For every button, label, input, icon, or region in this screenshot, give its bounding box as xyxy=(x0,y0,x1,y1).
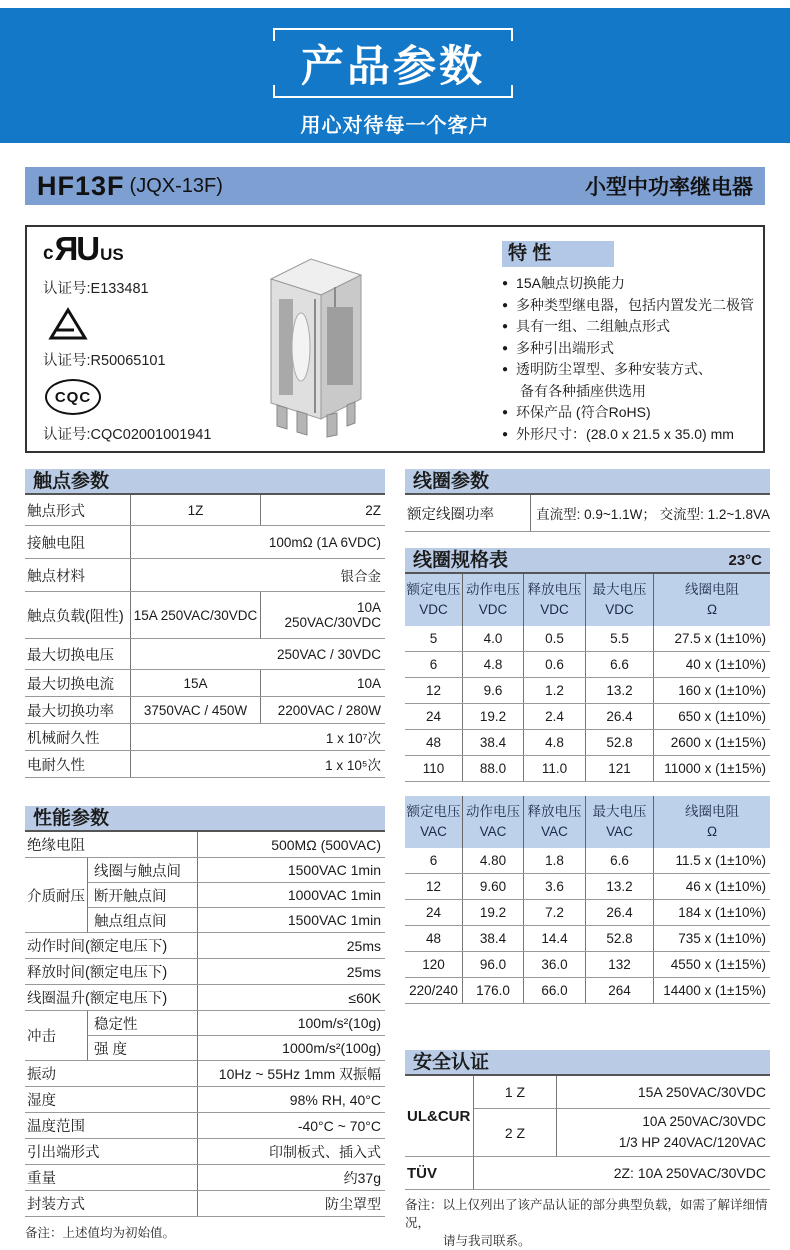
performance-table xyxy=(25,832,385,1217)
table-row: 引出端形式 印制板式、插入式 xyxy=(25,1139,385,1165)
vde-cert-number: 认证号:R50065101 xyxy=(43,353,166,369)
feature-item: ● 多种引出端形式 xyxy=(502,338,758,360)
table-row: 120 96.0 36.0 132 4550 x (1±15%) xyxy=(405,952,770,978)
table-row: 振动 10Hz ~ 55Hz 1mm 双振幅 xyxy=(25,1061,385,1087)
features-list xyxy=(502,273,758,445)
table-row: 触点负载(阻性) 15A 250VAC/30VDC 10A 250VAC/30VDC xyxy=(25,592,385,639)
performance-note: 备注：上述值均为初始值。 xyxy=(25,1226,176,1240)
cul-us-logo: c ЯU US xyxy=(43,230,124,267)
table-row: 封装方式 防尘罩型 xyxy=(25,1191,385,1217)
safety-note: 备注：以上仅列出了该产品认证的部分典型负载，如需了解详细情况， 请与我司联系。 xyxy=(405,1198,768,1249)
table-row: 最大切换功率 3750VAC / 450W 2200VAC / 280W xyxy=(25,697,385,724)
product-category: 小型中功率继电器 xyxy=(585,176,753,199)
table-row: 机械耐久性 1 x 10⁷次 xyxy=(25,724,385,751)
right-column xyxy=(405,469,770,1250)
table-row: 110 88.0 11.0 121 11000 x (1±15%) xyxy=(405,756,770,782)
cqc-cert-number: 认证号:CQC02001001941 xyxy=(43,427,212,443)
table-row: 触点形式 1Z 2Z xyxy=(25,495,385,526)
coil-power-row: 额定线圈功率 直流型: 0.9~1.1W； 交流型: 1.2~1.8VA xyxy=(405,495,770,532)
table-row: 绝缘电阻 500MΩ (500VAC) xyxy=(25,832,385,858)
bullet-icon: ● xyxy=(502,299,509,311)
performance-section-title: 性能参数 xyxy=(25,806,385,832)
table-row: 220/240 176.0 66.0 264 14400 x (1±15%) xyxy=(405,978,770,1004)
table-row: 12 9.6 1.2 13.2 160 x (1±10%) xyxy=(405,678,770,704)
feature-item: ● 外形尺寸：(28.0 x 21.5 x 35.0) mm xyxy=(502,424,758,446)
table-row: 48 38.4 4.8 52.8 2600 x (1±15%) xyxy=(405,730,770,756)
feature-item: ● 15A触点切换能力 xyxy=(502,273,758,295)
test-temperature: 23°C xyxy=(728,551,762,569)
banner-subtitle: 用心对待每一个客户 xyxy=(300,115,490,137)
tuv-label: TÜV xyxy=(405,1157,474,1190)
model-name: HF13F xyxy=(37,170,125,201)
table-row: 重量 约37g xyxy=(25,1165,385,1191)
feature-item: ● 多种类型继电器，包括内置发光二极管 xyxy=(502,295,758,317)
table-row: 释放时间(额定电压下) 25ms xyxy=(25,959,385,985)
bullet-icon: ● xyxy=(502,364,509,375)
model-alt-name: (JQX-13F) xyxy=(129,174,223,197)
ul-cur-label: UL&CUR xyxy=(405,1076,474,1157)
table-row: 24 19.2 7.2 26.4 184 x (1±10%) xyxy=(405,900,770,926)
relay-product-photo xyxy=(249,237,374,443)
banner-title: 产品参数 xyxy=(301,42,485,91)
table-row: 24 19.2 2.4 26.4 650 x (1±10%) xyxy=(405,704,770,730)
top-banner xyxy=(0,8,790,143)
banner-title-box xyxy=(273,28,513,98)
feature-item: ● 透明防尘罩型、多种安装方式、 xyxy=(502,359,758,381)
table-row: 48 38.4 14.4 52.8 735 x (1±10%) xyxy=(405,926,770,952)
coil-section-title: 线圈参数 xyxy=(405,469,770,495)
feature-item-continuation: 备有各种插座供选用 xyxy=(520,382,646,399)
table-row: 接触电阻 100mΩ (1A 6VDC) xyxy=(25,526,385,559)
safety-table: UL&CUR 1 Z 15A 250VAC/30VDC 2 Z 10A 250VAC/30VDC 1/3 HP 240VAC/120VAC TÜV 2Z: 10A 250VAC/30VDC xyxy=(405,1076,770,1190)
table-row: 6 4.8 0.6 6.6 40 x (1±10%) xyxy=(405,652,770,678)
table-row: 最大切换电压 250VAC / 30VDC xyxy=(25,639,385,670)
vde-triangle-icon xyxy=(47,307,87,341)
model-bar xyxy=(25,167,765,205)
certification-panel xyxy=(25,225,765,453)
table-row: 湿度 98% RH, 40°C xyxy=(25,1087,385,1113)
dielectric-group: 介质耐压 线圈与触点间 1500VAC 1min 断开触点间 1000VAC 1min 触点组点间 1500VAC 1min xyxy=(25,858,385,933)
bullet-icon: ● xyxy=(502,342,509,354)
table-header-row: 额定电压 VAC 动作电压 VAC 释放电压 VAC 最大电压 VAC 线圈电阻 Ω xyxy=(405,796,770,848)
bullet-icon: ● xyxy=(502,428,509,440)
safety-section-title: 安全认证 xyxy=(405,1050,770,1076)
coil-spec-table-dc xyxy=(405,574,770,782)
table-row: 5 4.0 0.5 5.5 27.5 x (1±10%) xyxy=(405,626,770,652)
coil-spec-section-title: 线圈规格表 23°C xyxy=(405,548,770,574)
cqc-logo: CQC xyxy=(45,379,101,415)
left-column xyxy=(25,469,385,1241)
bullet-icon: ● xyxy=(502,278,509,289)
feature-item: ● 环保产品 (符合RoHS) xyxy=(502,402,758,424)
table-row: 线圈温升(额定电压下) ≤60K xyxy=(25,985,385,1011)
coil-spec-table-ac xyxy=(405,796,770,1004)
table-header-row: 额定电压 VDC 动作电压 VDC 释放电压 VDC 最大电压 VDC 线圈电阻 Ω xyxy=(405,574,770,626)
table-row: 最大切换电流 15A 10A xyxy=(25,670,385,697)
cul-cert-number: 认证号:E133481 xyxy=(43,281,149,297)
bullet-icon: ● xyxy=(502,321,509,332)
table-row: 12 9.60 3.6 13.2 46 x (1±10%) xyxy=(405,874,770,900)
table-row: 动作时间(额定电压下) 25ms xyxy=(25,933,385,959)
features-title: 特 性 xyxy=(502,241,614,267)
shock-group: 冲击 稳定性 100m/s²(10g) 强 度 1000m/s²(100g) xyxy=(25,1011,385,1061)
table-row: 6 4.80 1.8 6.6 11.5 x (1±10%) xyxy=(405,848,770,874)
contact-section-title: 触点参数 xyxy=(25,469,385,495)
contact-table xyxy=(25,495,385,778)
table-row: 电耐久性 1 x 10⁵次 xyxy=(25,751,385,778)
feature-item: ● 具有一组、二组触点形式 xyxy=(502,316,758,338)
table-row: 温度范围 -40°C ~ 70°C xyxy=(25,1113,385,1139)
table-row: 触点材料 银合金 xyxy=(25,559,385,592)
bullet-icon: ● xyxy=(502,407,509,418)
